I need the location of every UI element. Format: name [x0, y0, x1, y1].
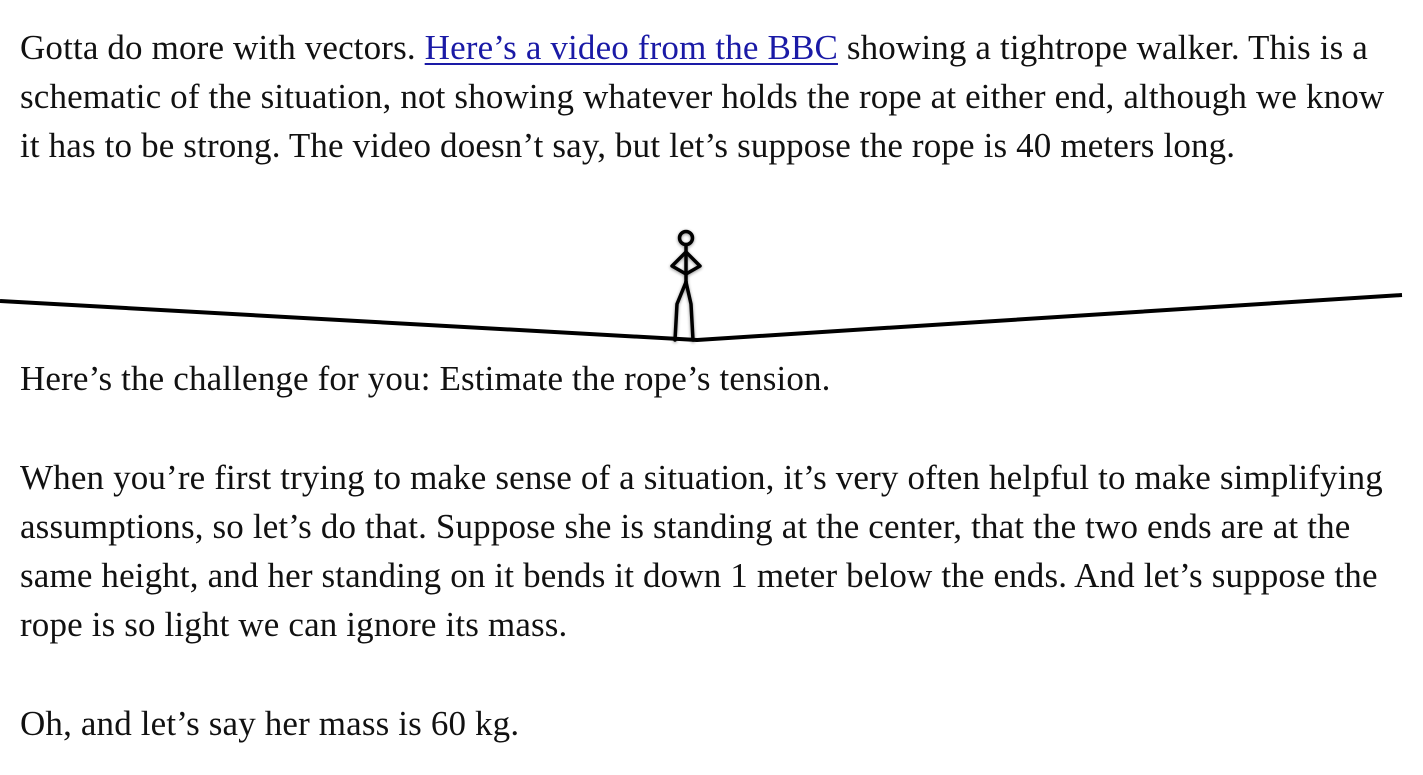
assumptions-paragraph: When you’re first trying to make sense of a situation, it’s very often helpful to make simplifying assumptions, so let’s do that. Suppose she is standing at the center, that the two ends are at the same height, and her standing on it bends it down 1 meter below the ends. And let’s suppose the rope is so light we can ignore its mass. [20, 458, 1383, 644]
intro-text-end: showing a tightrope walker. This is a schematic of the situation, not showing whatever holds the rope at either end, although we know it has to be strong. The video doesn’t say, but let’s suppose the rope is 40 meters long. [20, 28, 1385, 165]
figure-head [680, 232, 693, 245]
stick-figure [672, 232, 700, 341]
figure-right-arm [686, 252, 700, 274]
rope-line [0, 295, 1402, 340]
figure-left-arm [672, 252, 686, 274]
tightrope-schematic [0, 222, 1423, 352]
mass-paragraph: Oh, and let’s say her mass is 60 kg. [20, 704, 520, 743]
intro-text-start: Gotta do more with vectors. [20, 28, 425, 67]
figure-right-leg [686, 282, 693, 340]
challenge-paragraph: Here’s the challenge for you: Estimate the rope’s tension. [20, 359, 831, 398]
bbc-video-link[interactable]: Here’s a video from the BBC [424, 28, 838, 67]
intro-paragraph [20, 23, 1400, 170]
figure-left-leg [675, 282, 686, 340]
